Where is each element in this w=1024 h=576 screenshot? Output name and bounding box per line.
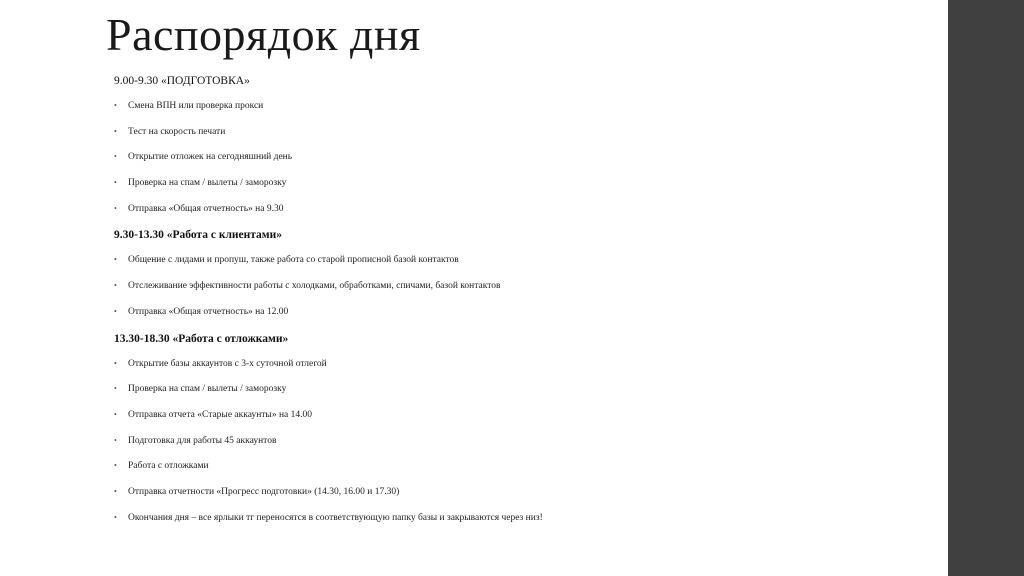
bullet-icon: • — [114, 255, 117, 265]
section-heading-clients: 9.30-13.30 «Работа с клиентами» — [114, 229, 283, 242]
bullet-icon: • — [114, 306, 117, 316]
right-side-bar — [948, 0, 1024, 576]
bullet-icon: • — [114, 203, 117, 213]
list-item — [114, 306, 934, 318]
list-item — [114, 435, 934, 447]
section-heading-preparation: 9.00-9.30 «ПОДГОТОВКА» — [114, 75, 250, 87]
list-item-text: Подготовка для работы 45 аккаунтов — [128, 435, 277, 446]
list-item-text: Открытие базы аккаунтов с 3-х суточной отлегой — [128, 358, 327, 369]
list-item-text: Общение с лидами и пропуш, также работа со старой прописной базой контактов — [128, 255, 459, 266]
list-item-text: Проверка на спам / вылеты / заморозку — [128, 178, 287, 189]
schedule-content — [114, 74, 934, 537]
bullet-icon: • — [114, 178, 117, 188]
list-item — [114, 460, 934, 472]
bullet-icon: • — [114, 461, 117, 471]
list-item-text: Окончания дня – все ярлыки тг переносятся в соответствующую папку базы и закрываются через низ! — [128, 512, 543, 523]
bullet-icon: • — [114, 281, 117, 291]
list-item-text: Смена ВПН или проверка прокси — [128, 101, 264, 111]
list-item — [114, 100, 934, 112]
bullet-icon: • — [114, 152, 117, 162]
list-item-text: Тест на скорость печати — [128, 126, 226, 137]
list-item-text: Отправка «Общая отчетность» на 9.30 — [128, 203, 284, 214]
list-item — [114, 409, 934, 421]
bullet-icon: • — [114, 435, 117, 445]
list-item-text: Работа с отложками — [128, 461, 209, 472]
list-item — [114, 512, 934, 524]
list-item — [114, 383, 934, 395]
list-item — [114, 280, 934, 292]
list-item — [114, 358, 934, 370]
list-item — [114, 126, 934, 138]
list-item — [114, 486, 934, 498]
slide-title: Распорядок дня — [106, 9, 421, 60]
list-item-text: Отправка «Общая отчетность» на 12.00 — [128, 306, 289, 317]
list-item-text: Проверка на спам / вылеты / заморозку — [128, 384, 287, 395]
bullet-icon: • — [114, 512, 117, 522]
list-item — [114, 151, 934, 163]
bullet-icon: • — [114, 358, 117, 368]
bullet-icon: • — [114, 126, 117, 136]
bullet-icon: • — [114, 486, 117, 496]
list-item-text: Отправка отчета «Старые аккаунты» на 14.00 — [128, 409, 312, 420]
section-heading-deferred: 13.30-18.30 «Работа с отложками» — [114, 332, 289, 345]
list-item-text: Отправка отчетности «Прогресс подготовки» (14.30, 16.00 и 17.30) — [128, 486, 400, 497]
list-item-text: Отслеживание эффективности работы с холодками, обработками, спичами, базой контактов — [128, 281, 501, 292]
bullet-icon: • — [114, 409, 117, 419]
list-item-text: Открытие отложек на сегодняшний день — [128, 152, 293, 163]
list-item — [114, 254, 934, 266]
bullet-icon: • — [114, 101, 117, 110]
list-item — [114, 203, 934, 215]
list-item — [114, 177, 934, 189]
bullet-icon: • — [114, 384, 117, 394]
